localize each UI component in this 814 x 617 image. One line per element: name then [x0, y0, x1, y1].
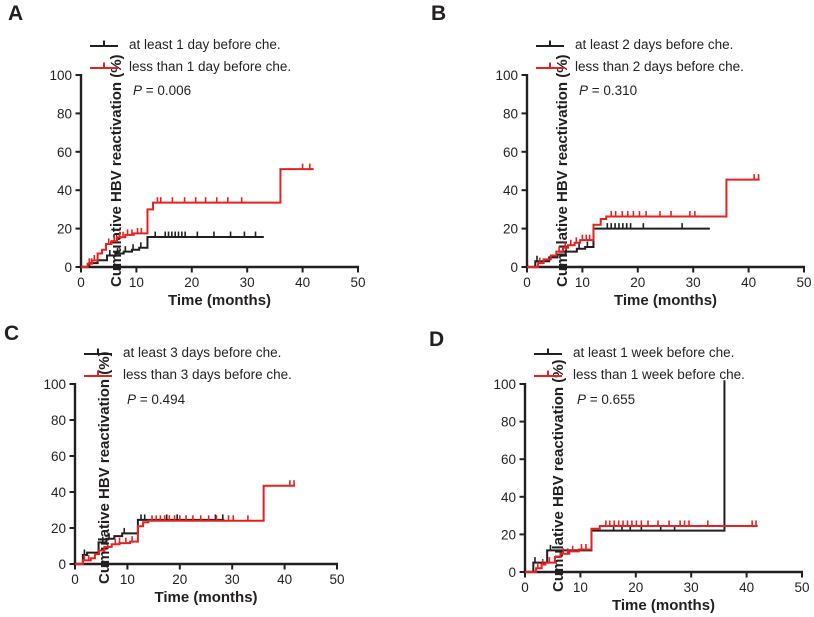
svg-text:60: 60 [500, 452, 516, 468]
svg-text:50: 50 [329, 572, 345, 587]
y-axis-title: Cumulative HBV reactivation (%) [96, 351, 113, 584]
svg-text:30: 30 [683, 580, 699, 595]
panel-A [0, 0, 407, 309]
svg-text:80: 80 [500, 414, 516, 430]
x-axis-title: Time (months) [167, 292, 272, 309]
panel-letter-A: A [8, 2, 24, 25]
svg-text:40: 40 [56, 183, 72, 199]
svg-text:80: 80 [50, 413, 66, 428]
panel-B [407, 0, 814, 309]
svg-text:40: 40 [277, 572, 293, 587]
y-axis-title: Cumulative HBV reactivation (%) [554, 54, 571, 287]
legend-label: at least 3 days before che. [123, 344, 282, 360]
svg-text:0: 0 [77, 275, 85, 290]
svg-text:0: 0 [71, 572, 79, 587]
svg-text:30: 30 [224, 572, 240, 587]
svg-text:100: 100 [495, 68, 518, 83]
svg-text:20: 20 [630, 275, 646, 290]
svg-text:60: 60 [56, 144, 72, 160]
plot-area-C [0, 308, 407, 617]
legend-label: less than 1 week before che. [573, 366, 745, 382]
p-value-label: P = 0.006 [133, 83, 192, 98]
svg-text:40: 40 [741, 275, 757, 290]
svg-text:20: 20 [628, 580, 644, 595]
panel-letter-B: B [431, 2, 447, 25]
svg-text:10: 10 [574, 275, 590, 290]
x-axis-title: Time (months) [613, 292, 718, 309]
svg-text:100: 100 [493, 377, 516, 392]
svg-text:50: 50 [794, 580, 810, 595]
legend-label: less than 3 days before che. [123, 366, 292, 382]
plot-area-A [0, 0, 407, 309]
p-value-label: P = 0.655 [577, 392, 636, 407]
svg-text:10: 10 [572, 580, 588, 595]
x-axis-title: Time (months) [154, 589, 258, 606]
svg-text:0: 0 [508, 565, 516, 580]
svg-text:50: 50 [796, 275, 812, 290]
svg-text:40: 40 [500, 489, 516, 505]
p-value-label: P = 0.310 [579, 83, 638, 98]
svg-text:0: 0 [523, 275, 531, 290]
svg-text:40: 40 [739, 580, 755, 595]
plot-area-D [407, 308, 814, 617]
panel-letter-D: D [429, 328, 445, 351]
svg-text:20: 20 [50, 521, 66, 536]
svg-text:20: 20 [500, 527, 516, 543]
legend-label: less than 1 day before che. [129, 58, 292, 74]
svg-text:100: 100 [43, 377, 66, 392]
panel-D [407, 308, 814, 617]
svg-text:30: 30 [685, 275, 701, 290]
panel-C [0, 308, 407, 617]
svg-text:0: 0 [521, 580, 529, 595]
svg-text:60: 60 [502, 144, 518, 160]
svg-text:40: 40 [502, 183, 518, 199]
svg-text:40: 40 [295, 275, 311, 290]
svg-text:10: 10 [119, 572, 135, 587]
x-axis-title: Time (months) [611, 597, 716, 614]
svg-text:0: 0 [64, 260, 72, 275]
y-axis-title: Cumulative HBV reactivation (%) [550, 359, 567, 592]
legend-label: less than 2 days before che. [575, 58, 744, 74]
svg-text:10: 10 [128, 275, 144, 290]
svg-text:0: 0 [510, 260, 518, 275]
panel-letter-C: C [4, 322, 20, 345]
svg-text:20: 20 [56, 221, 72, 237]
svg-text:0: 0 [58, 557, 66, 572]
y-axis-title: Cumulative HBV reactivation (%) [108, 54, 125, 287]
svg-text:20: 20 [172, 572, 188, 587]
svg-text:20: 20 [184, 275, 200, 290]
svg-text:40: 40 [50, 485, 66, 500]
svg-text:80: 80 [502, 106, 518, 122]
svg-text:50: 50 [350, 275, 366, 290]
legend-label: at least 2 days before che. [575, 36, 734, 52]
plot-area-B [407, 0, 814, 309]
legend-label: at least 1 week before che. [573, 344, 735, 360]
svg-text:100: 100 [49, 68, 72, 83]
p-value-label: P = 0.494 [127, 392, 186, 407]
legend-label: at least 1 day before che. [129, 36, 281, 52]
svg-text:60: 60 [50, 449, 66, 464]
svg-text:80: 80 [56, 106, 72, 122]
svg-text:30: 30 [239, 275, 255, 290]
svg-text:20: 20 [502, 221, 518, 237]
